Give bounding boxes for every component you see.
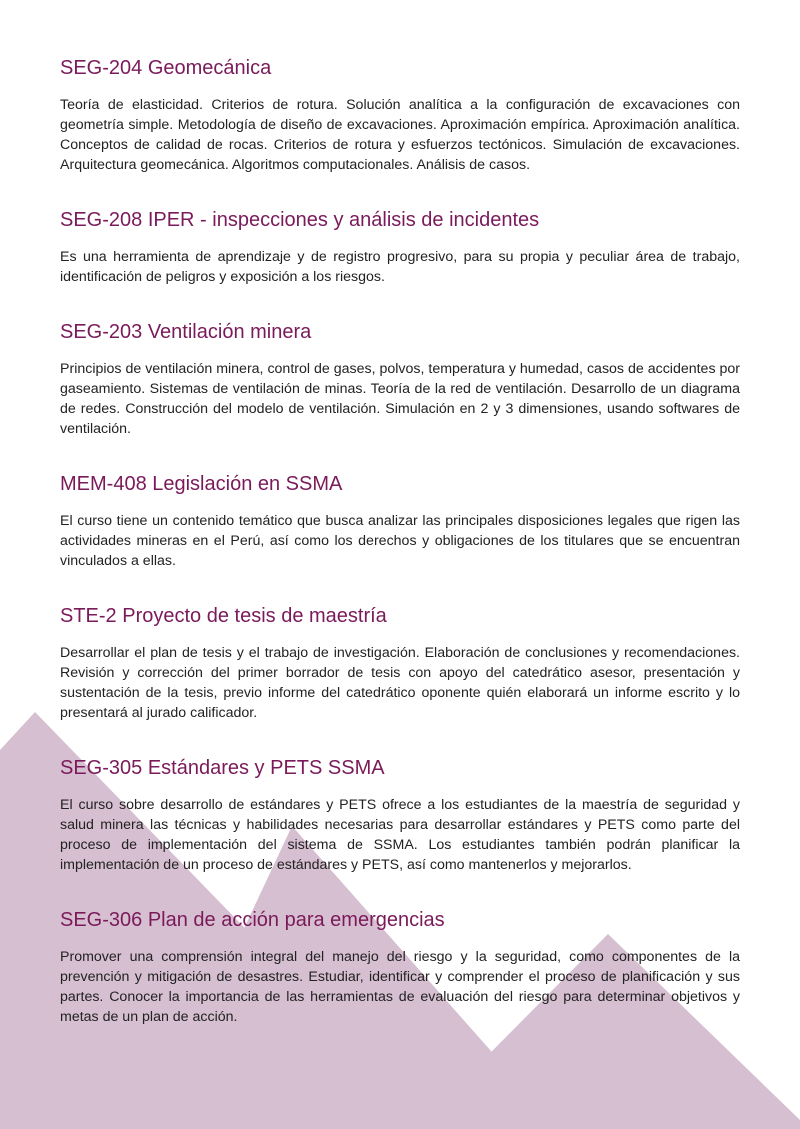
course-description: El curso tiene un contenido temático que busca analizar las principales disposiciones legales que rigen las actividades mineras en el Perú, así como los derechos y obligaciones de los titulares que se encuentran vinculados a ellas. (60, 513, 740, 569)
course-section (60, 603, 740, 723)
course-section (60, 55, 740, 175)
course-section (60, 207, 740, 287)
course-title: SEG-208 IPER - inspecciones y análisis de incidentes (60, 209, 540, 231)
course-description: Es una herramienta de aprendizaje y de registro progresivo, para su propia y peculiar área de trabajo, identificación de peligros y exposición a los riesgos. (60, 249, 740, 285)
course-title: SEG-204 Geomecánica (60, 57, 272, 79)
course-description: Teoría de elasticidad. Criterios de rotura. Solución analítica a la configuración de excavaciones con geometría simple. Metodología de diseño de excavaciones. Aproximación empírica. Aproximación analítica. Conceptos de calidad de rocas. Criterios de rotura y esfuerzos tectónicos. Simulación de excavaciones. Arquitectura geomecánica. Algoritmos computacionales. Análisis de casos. (60, 97, 740, 173)
course-title: STE-2 Proyecto de tesis de maestría (60, 605, 387, 627)
course-title: SEG-305 Estándares y PETS SSMA (60, 757, 385, 779)
course-list (60, 55, 740, 1059)
course-section (60, 755, 740, 875)
course-description: Desarrollar el plan de tesis y el trabajo de investigación. Elaboración de conclusiones y recomendaciones. Revisión y corrección del primer borrador de tesis con apoyo del catedrático asesor, presentación y sustentación de la tesis, previo informe del catedrático oponente quién elaborará un informe escrito y lo presentará al jurado calificador. (60, 645, 740, 721)
course-title: MEM-408 Legislación en SSMA (60, 473, 343, 495)
course-title: SEG-306 Plan de acción para emergencias (60, 909, 445, 931)
course-description: Principios de ventilación minera, control de gases, polvos, temperatura y humedad, casos de accidentes por gaseamiento. Sistemas de ventilación de minas. Teoría de la red de ventilación. Desarrollo de un diagrama de redes. Construcción del modelo de ventilación. Simulación en 2 y 3 dimensiones, usando softwares de ventilación. (60, 361, 740, 437)
course-title: SEG-203 Ventilación minera (60, 321, 312, 343)
course-description: Promover una comprensión integral del manejo del riesgo y la seguridad, como componentes de la prevención y mitigación de desastres. Estudiar, identificar y comprender el proceso de planificación y sus partes. Conocer la importancia de las herramientas de evaluación del riesgo para determinar objetivos y metas de un plan de acción. (60, 949, 740, 1025)
course-section (60, 471, 740, 571)
course-section (60, 319, 740, 439)
course-description: El curso sobre desarrollo de estándares y PETS ofrece a los estudiantes de la maestría de seguridad y salud minera las técnicas y habilidades necesarias para desarrollar estándares y PETS como parte del proceso de implementación del sistema de SSMA. Los estudiantes también podrán planificar la implementación de un proceso de estándares y PETS, así como mantenerlos y mejorarlos. (60, 797, 740, 873)
course-section (60, 907, 740, 1027)
